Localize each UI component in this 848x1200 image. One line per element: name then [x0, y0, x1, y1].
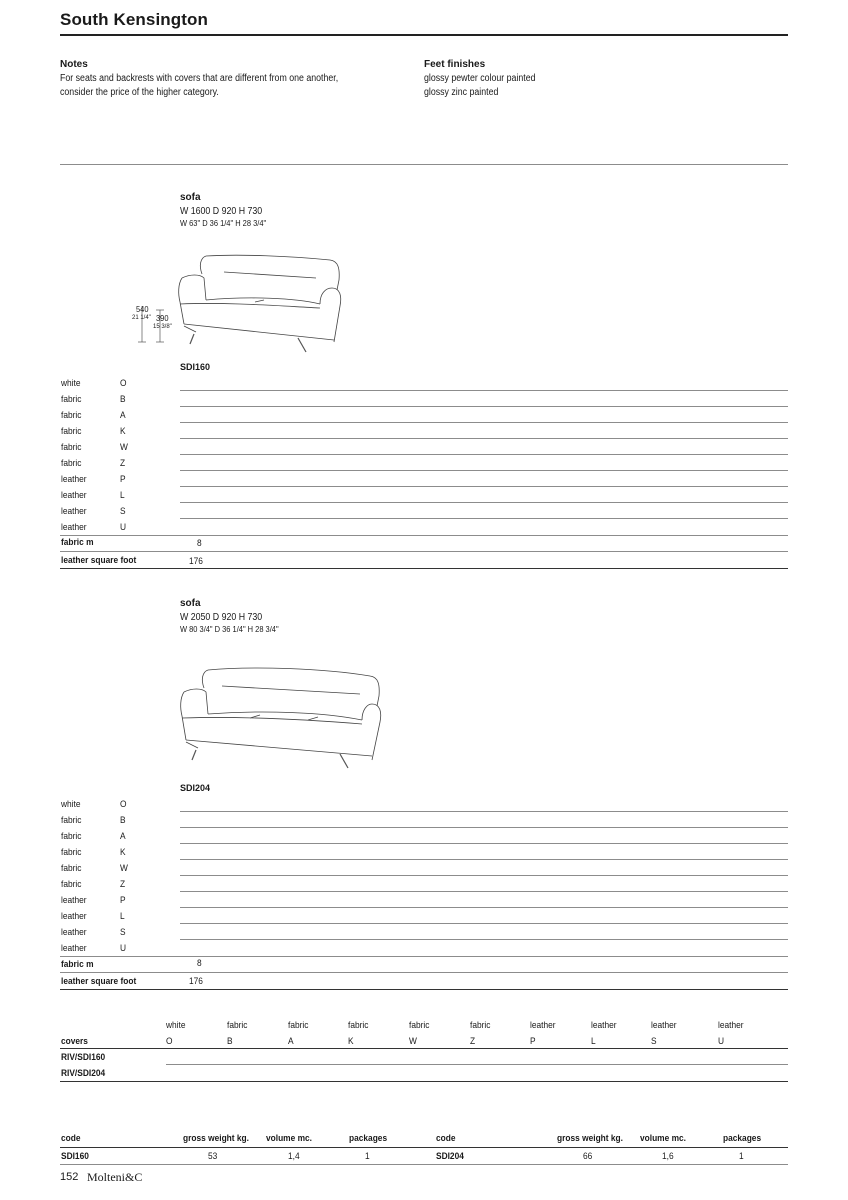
- p1-leather-label: leather square foot: [61, 555, 137, 566]
- p1-fabric-label: fabric m: [61, 537, 94, 548]
- ship-item-code: SDI160: [61, 1151, 89, 1162]
- notes-line-2: consider the price of the higher category.: [60, 87, 219, 98]
- p2-leather-value: 176: [189, 976, 203, 987]
- p1-row-cat: P: [120, 474, 126, 485]
- p1-row-material: white: [61, 378, 81, 389]
- ship-header-line: [60, 1147, 788, 1148]
- dim-height-1-in: 21 1/4": [132, 315, 151, 321]
- p1-row-line: [180, 470, 788, 471]
- p1-row-line: [180, 406, 788, 407]
- sofa-2-illustration: [172, 664, 386, 772]
- p2-fabric-label: fabric m: [61, 959, 94, 970]
- p1-row-material: leather: [61, 490, 87, 501]
- feet-line-1: glossy pewter colour painted: [424, 73, 536, 84]
- p1-end-line: [60, 568, 788, 569]
- p1-row-cat: S: [120, 506, 126, 517]
- product-1-dims-in: W 63" D 36 1/4" H 28 3/4": [180, 218, 267, 228]
- ship-header-code: code: [436, 1133, 456, 1144]
- p2-row-line: [180, 939, 788, 940]
- ship-item-packages: 1: [739, 1151, 744, 1162]
- ship-item-weight: 66: [583, 1151, 593, 1162]
- p1-row-line: [180, 438, 788, 439]
- p2-leather-label: leather square foot: [61, 976, 137, 987]
- p2-fabric-line: [60, 972, 788, 973]
- ship-header-volume: volume mc.: [266, 1133, 313, 1144]
- p2-row-material: fabric: [61, 815, 82, 826]
- p1-row-line: [180, 454, 788, 455]
- ship-header-weight: gross weight kg.: [557, 1133, 623, 1144]
- covers-col-material: leather: [591, 1020, 617, 1031]
- p1-row-cat: B: [120, 394, 126, 405]
- covers-col-material: leather: [651, 1020, 677, 1031]
- p2-row-material: fabric: [61, 831, 82, 842]
- covers-col-cat: W: [409, 1036, 417, 1047]
- p1-row-material: fabric: [61, 410, 82, 421]
- p2-row-line: [180, 891, 788, 892]
- p2-row-line: [180, 811, 788, 812]
- dim-height-1: 540: [136, 304, 149, 314]
- covers-label: covers: [61, 1036, 88, 1047]
- covers-col-material: fabric: [409, 1020, 430, 1031]
- p2-row-material: fabric: [61, 879, 82, 890]
- p1-row-material: leather: [61, 506, 87, 517]
- p1-row-material: leather: [61, 474, 87, 485]
- brand-logo: Molteni&C: [87, 1170, 143, 1184]
- page-title: South Kensington: [60, 10, 208, 29]
- covers-col-cat: S: [651, 1036, 657, 1047]
- p2-row-cat: U: [120, 943, 127, 954]
- p2-row-line: [180, 859, 788, 860]
- feet-heading: Feet finishes: [424, 59, 486, 70]
- dim-height-2: 390: [156, 313, 169, 323]
- p2-end-line: [60, 989, 788, 990]
- p1-row-material: fabric: [61, 442, 82, 453]
- covers-col-cat: B: [227, 1036, 233, 1047]
- covers-col-cat: P: [530, 1036, 536, 1047]
- p1-row-line: [180, 422, 788, 423]
- page-number: 152: [60, 1171, 79, 1183]
- p1-leather-value: 176: [189, 556, 203, 567]
- p2-row-cat: Z: [120, 879, 126, 890]
- covers-col-material: leather: [718, 1020, 744, 1031]
- notes-line-1: For seats and backrests with covers that are different from one another,: [60, 73, 339, 84]
- covers-col-material: white: [166, 1020, 186, 1031]
- covers-col-cat: A: [288, 1036, 294, 1047]
- p2-row-line: [60, 956, 788, 957]
- p1-row-material: fabric: [61, 426, 82, 437]
- p1-row-cat: W: [120, 442, 128, 453]
- ship-header-code: code: [61, 1133, 81, 1144]
- p1-row-cat: O: [120, 378, 127, 389]
- covers-col-cat: Z: [470, 1036, 476, 1047]
- p2-row-cat: S: [120, 927, 126, 938]
- covers-row-code: RIV/SDI160: [61, 1052, 106, 1063]
- p1-row-cat: Z: [120, 458, 126, 469]
- p2-fabric-value: 8: [197, 958, 202, 969]
- notes-heading: Notes: [60, 59, 88, 70]
- ship-item-weight: 53: [208, 1151, 218, 1162]
- ship-end-line: [60, 1164, 788, 1165]
- ship-header-packages: packages: [723, 1133, 762, 1144]
- p2-row-material: fabric: [61, 863, 82, 874]
- ship-header-volume: volume mc.: [640, 1133, 687, 1144]
- p1-row-material: leather: [61, 522, 87, 533]
- p1-row-cat: A: [120, 410, 126, 421]
- p2-row-cat: B: [120, 815, 126, 826]
- product-1-code: SDI160: [180, 362, 211, 372]
- p1-row-line: [180, 390, 788, 391]
- product-2-name: sofa: [180, 598, 201, 609]
- product-2-dims-mm: W 2050 D 920 H 730: [180, 612, 263, 623]
- feet-line-2: glossy zinc painted: [424, 87, 499, 98]
- dim-height-2-in: 15 3/8": [153, 324, 172, 330]
- p2-row-material: leather: [61, 895, 87, 906]
- p2-row-line: [180, 827, 788, 828]
- p2-row-cat: L: [120, 911, 125, 922]
- covers-col-cat: K: [348, 1036, 354, 1047]
- sofa-1-illustration: [120, 246, 350, 358]
- covers-col-material: fabric: [288, 1020, 309, 1031]
- ship-header-weight: gross weight kg.: [183, 1133, 249, 1144]
- covers-col-material: leather: [530, 1020, 556, 1031]
- product-1-name: sofa: [180, 192, 201, 203]
- covers-col-material: fabric: [348, 1020, 369, 1031]
- p1-row-line: [60, 535, 788, 536]
- p1-row-line: [180, 518, 788, 519]
- p2-row-material: fabric: [61, 847, 82, 858]
- p2-row-material: leather: [61, 927, 87, 938]
- covers-col-material: fabric: [470, 1020, 491, 1031]
- p1-row-material: fabric: [61, 394, 82, 405]
- p2-row-cat: O: [120, 799, 127, 810]
- ship-item-volume: 1,6: [662, 1151, 674, 1162]
- p2-row-line: [180, 843, 788, 844]
- p1-row-line: [180, 502, 788, 503]
- p2-row-line: [180, 875, 788, 876]
- p1-row-material: fabric: [61, 458, 82, 469]
- section-divider: [60, 164, 788, 165]
- covers-header-line: [60, 1048, 788, 1049]
- p2-row-cat: P: [120, 895, 126, 906]
- ship-item-code: SDI204: [436, 1151, 464, 1162]
- product-2-code: SDI204: [180, 783, 211, 793]
- covers-col-cat: O: [166, 1036, 173, 1047]
- p2-row-material: white: [61, 799, 81, 810]
- covers-end-line: [60, 1081, 788, 1082]
- p2-row-material: leather: [61, 943, 87, 954]
- p1-row-cat: K: [120, 426, 126, 437]
- p2-row-cat: W: [120, 863, 128, 874]
- p1-row-line: [180, 486, 788, 487]
- covers-col-cat: U: [718, 1036, 725, 1047]
- p1-fabric-line: [60, 551, 788, 552]
- covers-col-cat: L: [591, 1036, 596, 1047]
- p1-row-cat: U: [120, 522, 127, 533]
- p1-row-cat: L: [120, 490, 125, 501]
- p2-row-cat: A: [120, 831, 126, 842]
- ship-item-packages: 1: [365, 1151, 370, 1162]
- p2-row-line: [180, 907, 788, 908]
- p2-row-line: [180, 923, 788, 924]
- covers-col-material: fabric: [227, 1020, 248, 1031]
- product-2-dims-in: W 80 3/4" D 36 1/4" H 28 3/4": [180, 624, 279, 634]
- p2-row-material: leather: [61, 911, 87, 922]
- p2-row-cat: K: [120, 847, 126, 858]
- ship-header-packages: packages: [349, 1133, 388, 1144]
- title-divider: [60, 34, 788, 36]
- product-1-dims-mm: W 1600 D 920 H 730: [180, 206, 263, 217]
- covers-row-line: [166, 1064, 788, 1065]
- p1-fabric-value: 8: [197, 538, 202, 549]
- ship-item-volume: 1,4: [288, 1151, 300, 1162]
- covers-row-code: RIV/SDI204: [61, 1068, 106, 1079]
